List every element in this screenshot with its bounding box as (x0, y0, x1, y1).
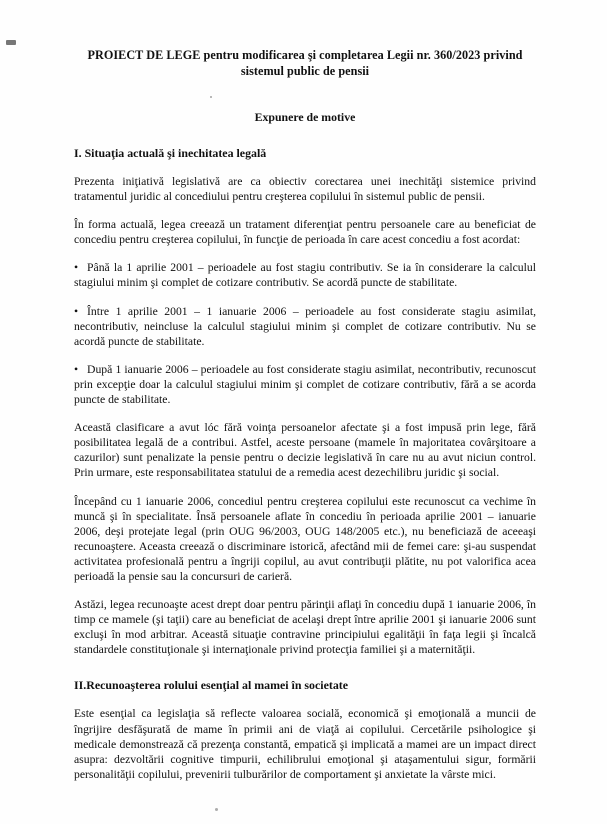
document-title: PROIECT DE LEGE pentru modificarea şi completarea Legii nr. 360/2023 privind sistemul public de pensii (87, 48, 523, 78)
document-subtitle: Expunere de motive (254, 110, 356, 124)
list-item (74, 349, 536, 407)
bullet-glyph-icon: • (74, 304, 79, 318)
section-heading-2: II.Recunoaşterea rolului esenţial al mamei în societate (74, 678, 349, 693)
paragraph: Începând cu 1 ianuarie 2006, concediul pentru creşterea copilului este recunoscut ca vechime în muncă şi în specialitate. Însă persoanele aflate în concediu în perioada aprilie 2001 – ianuarie 2006, deşi protejate legal (prin OUG 96/2003, OUG 148/2005 etc.), nu beneficiază de aceeaşi recunoaştere. Aceasta creează o discriminare istorică, afectând mii de femei care: şi-au suspendat activitatea profesională pentru a îngriji copilul, au avut contribuţii plătite, nu pot valorifica acea perioadă la pensie sau la concursuri de carieră. (74, 494, 536, 583)
paragraph: Astăzi, legea recunoaşte acest drept doar pentru părinţii aflaţi în concediu după 1 ianuarie 2006, în timp ce mamele (şi taţii) care au beneficiat de acelaşi drept între aprilie 2001 şi ianuarie 2006 sunt excluşi în mod arbitrar. Această situaţie contravine principiului egalităţii în faţa legii şi încalcă standardele constituţionale şi internaţionale privind protecţia familiei şi a maternităţii. (74, 598, 536, 657)
list-item (74, 247, 536, 290)
section-heading-1: I. Situaţia actuală şi inechitatea legală (74, 146, 267, 160)
list-item-text: Între 1 aprilie 2001 – 1 ianuarie 2006 – perioadele au fost considerate stagiu asimilat, necontributiv, neincluse la calculul stagiului minim şi complet de cotizare contributiv. Nu se acordă puncte de stabilitate. (74, 304, 536, 348)
paragraph: În forma actuală, legea creează un tratament diferenţiat pentru persoanele care au beneficiat de concediu pentru creşterea copilului, în funcţie de perioada în care acest concediu a fost acordat: (74, 218, 536, 247)
bullet-glyph-icon: • (74, 261, 79, 275)
paragraph: Această clasificare a avut lóc fără voinţa persoanelor afectate şi a fost impusă prin lege, fără posibilitatea legală de a contribui. Astfel, aceste persoane (mamele în majoritatea covârşitoare a cazurilor) sunt penalizate la pensie pentru o decizie legislativă în care nu au avut niciun control. Prin urmare, este responsabilitatea statului de a remedia acest dezechilibru juridic şi social. (74, 421, 536, 480)
bullet-list-1 (74, 247, 536, 407)
paragraph: Prezenta iniţiativă legislativă are ca obiectiv corectarea unei inechităţi sistemice privind tratamentul juridic al concediului pentru creşterea copilului în sistemul public de pensii. (74, 175, 536, 204)
bullet-glyph-icon: • (74, 362, 79, 376)
scan-artifact-corner-icon (6, 40, 16, 45)
list-item (74, 291, 536, 349)
paragraph: Este esenţial ca legislaţia să reflecte valoarea socială, economică şi emoţională a muncii de îngrijire desfăşurată de mame în primii ani de viaţă ai copilului. Cercetările psihologice şi medicale demonstrează că prezenţa constantă, empatică şi implicată a mamei are un impact direct asupra: dezvoltării cognitive timpurii, echilibrului emoţional şi ataşamentului sigur, formării personalităţii copilului, prevenirii tulburărilor de comportament şi anxietate la vârste mici. (74, 707, 536, 781)
scan-artifact-dot-bottom-icon (215, 808, 218, 811)
document-body (74, 0, 536, 782)
list-item-text: Până la 1 aprilie 2001 – perioadele au fost stagiu contributiv. Se ia în considerare la calculul stagiului minim şi complet de cotizare contributiv. Se acordă puncte de stabilitate. (74, 261, 536, 290)
list-item-text: După 1 ianuarie 2006 – perioadele au fost considerate stagiu asimilat, necontributiv, recunoscut prin excepţie doar la calculul stagiului minim şi complet de cotizare contributiv, fără a se acorda puncte de stabilitate. (74, 362, 536, 407)
